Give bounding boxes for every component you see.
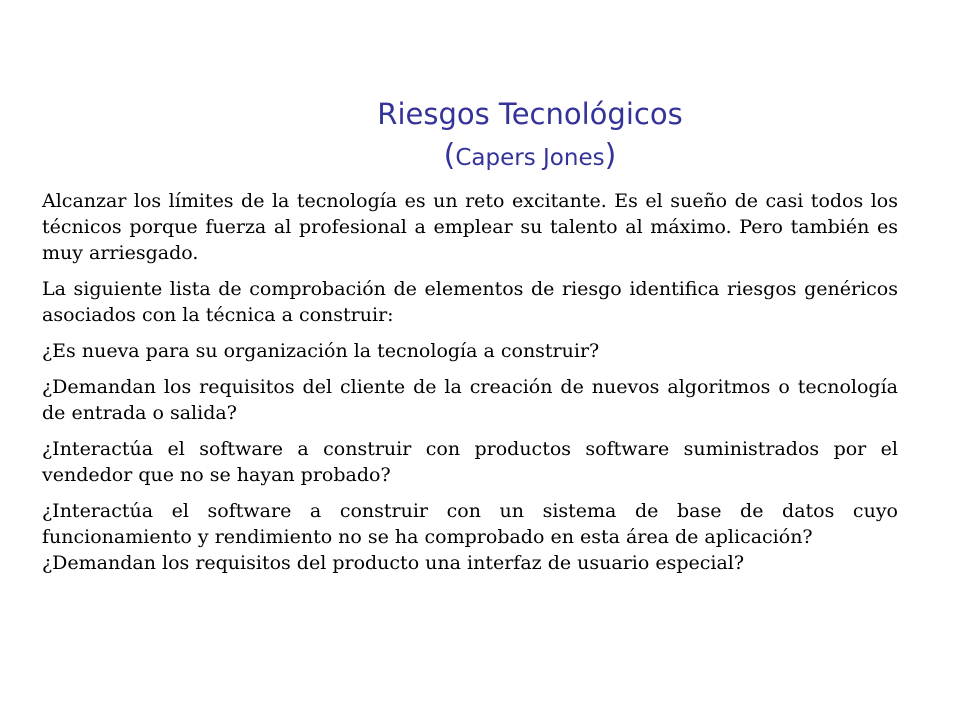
question-item: ¿Interactúa el software a construir con un sistema de base de datos cuyo funcionamiento y rendimiento no se ha comprobado en esta área de aplicación? bbox=[42, 500, 898, 548]
slide-title: Riesgos Tecnológicos bbox=[377, 97, 683, 131]
question-item: ¿Demandan los requisitos del producto una interfaz de usuario especial? bbox=[42, 552, 745, 574]
paragraph-intro: Alcanzar los límites de la tecnología es un reto excitante. Es el sueño de casi todos los técnicos porque fuerza al profesional a emplear su talento al máximo. Pero también es muy arriesgado. bbox=[42, 190, 898, 264]
question-item: ¿Es nueva para su organización la tecnología a construir? bbox=[42, 340, 600, 362]
paragraph-checklist-intro: La siguiente lista de comprobación de elementos de riesgo identifica riesgos genéricos asociados con la técnica a construir: bbox=[42, 278, 898, 326]
title-block bbox=[250, 92, 810, 180]
subtitle-close-paren: ) bbox=[604, 138, 617, 173]
slide-subtitle-line bbox=[250, 136, 810, 180]
subtitle-open-paren: ( bbox=[443, 138, 456, 173]
question-item: ¿Demandan los requisitos del cliente de la creación de nuevos algoritmos o tecnología de entrada o salida? bbox=[42, 376, 898, 424]
body-text bbox=[42, 188, 898, 576]
question-item: ¿Interactúa el software a construir con productos software suministrados por el vendedor que no se hayan probado? bbox=[42, 438, 898, 486]
slide-subtitle: Capers Jones bbox=[455, 145, 605, 171]
